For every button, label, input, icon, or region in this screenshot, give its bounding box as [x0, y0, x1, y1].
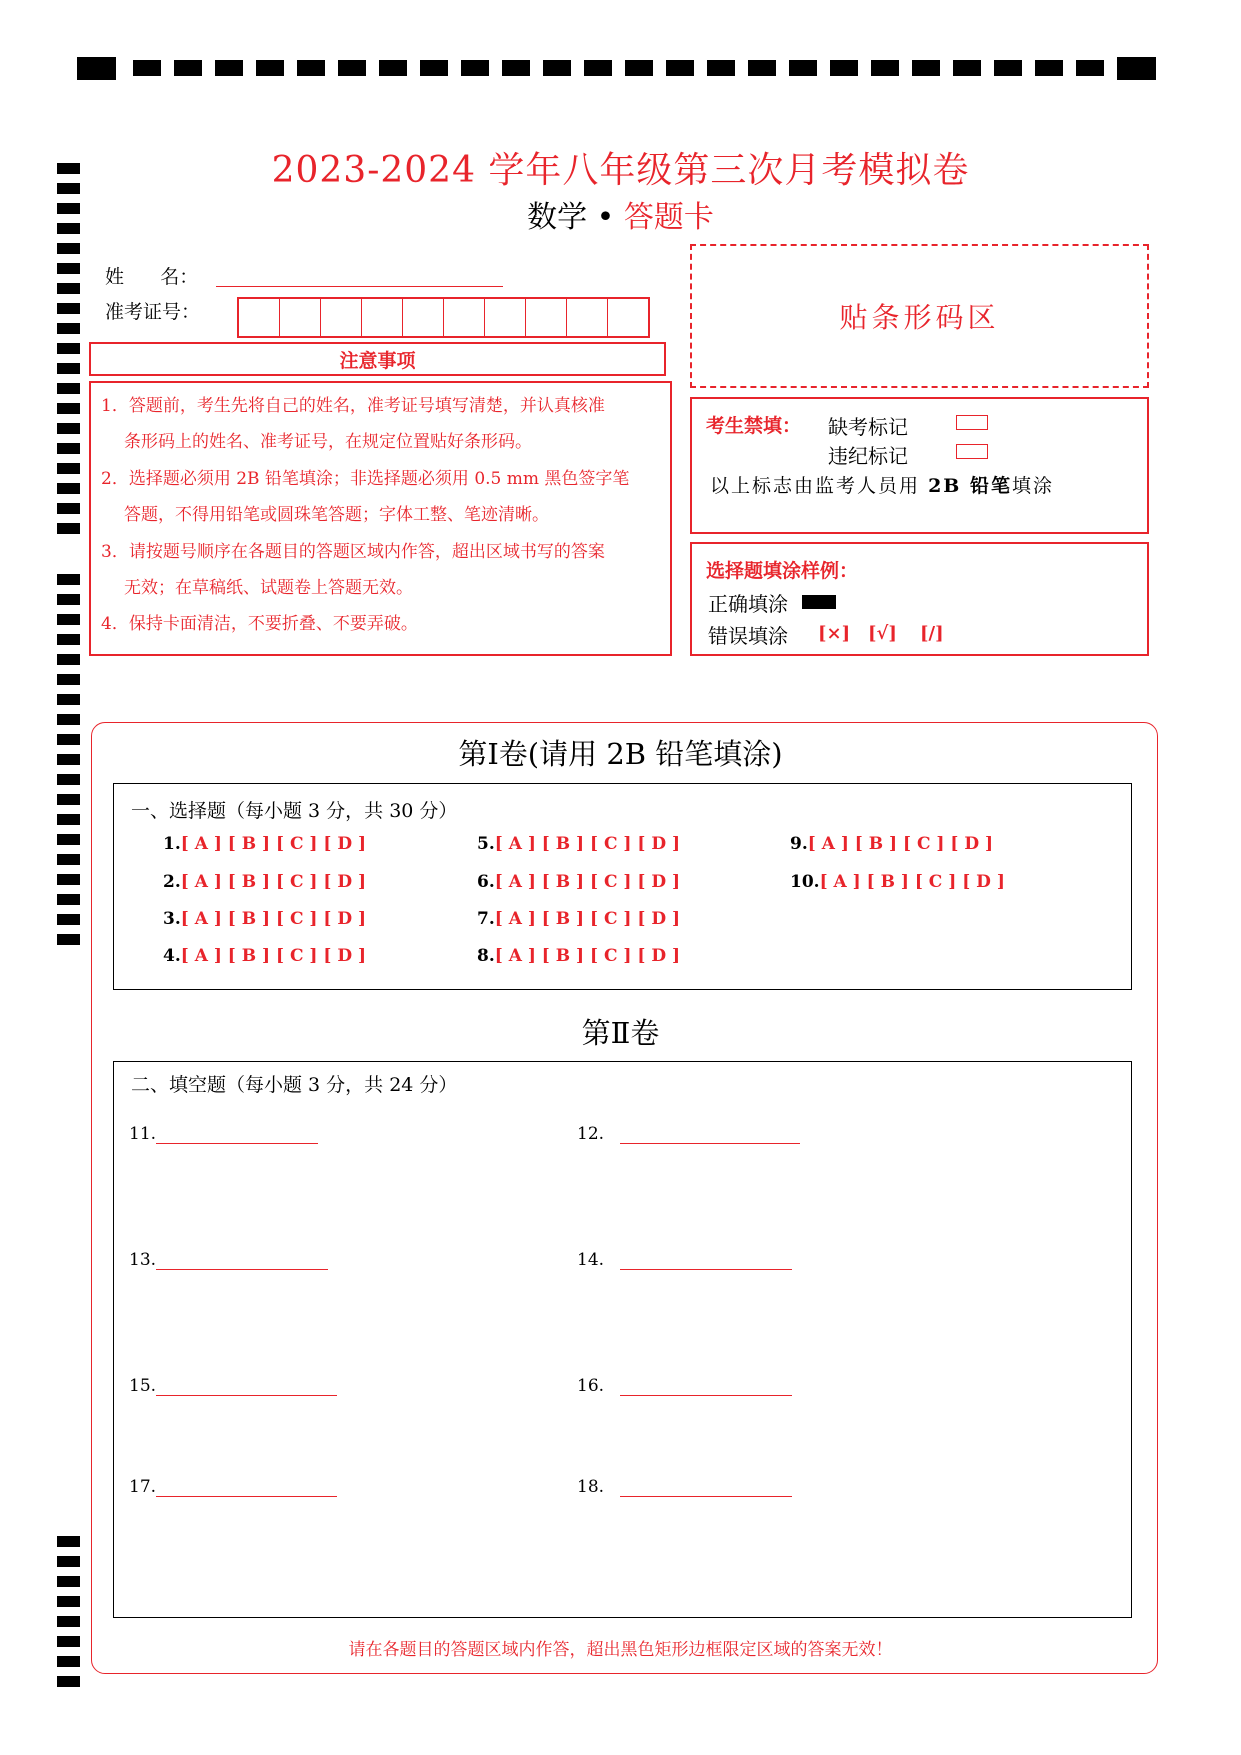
proctor-box — [690, 397, 1149, 534]
options[interactable]: [ A ] [ B ] [ C ] [ D ] — [819, 872, 1005, 892]
timing-mark — [912, 60, 940, 76]
timing-mark — [502, 60, 530, 76]
question-7[interactable]: 7.[ A ] [ B ] [ C ] [ D ] — [477, 909, 681, 929]
timing-mark — [133, 60, 161, 76]
options[interactable]: [ A ] [ B ] [ C ] [ D ] — [180, 909, 367, 929]
blank-13[interactable]: 13. — [129, 1250, 328, 1270]
separator-dot: • — [596, 200, 615, 235]
blank-11[interactable]: 11. — [129, 1124, 318, 1144]
timing-mark — [77, 57, 116, 80]
timing-mark — [57, 894, 80, 905]
id-cell[interactable] — [362, 299, 403, 336]
timing-mark — [461, 60, 489, 76]
question-6[interactable]: 6.[ A ] [ B ] [ C ] [ D ] — [477, 872, 681, 892]
timing-mark — [57, 243, 80, 254]
wrong-mark-check: [√] — [868, 623, 897, 644]
timing-mark — [57, 674, 80, 685]
timing-mark — [57, 794, 80, 805]
timing-mark — [174, 60, 202, 76]
timing-mark — [57, 1536, 80, 1547]
timing-mark — [57, 634, 80, 645]
id-label: 准考证号： — [105, 301, 201, 323]
timing-mark — [57, 263, 80, 274]
timing-mark — [57, 574, 80, 585]
timing-mark — [1076, 60, 1104, 76]
id-cell[interactable] — [608, 299, 648, 336]
notice-box — [89, 381, 672, 656]
timing-mark — [871, 60, 899, 76]
timing-mark — [215, 60, 243, 76]
exam-subtitle — [0, 192, 1241, 236]
timing-mark — [57, 383, 80, 394]
timing-mark — [57, 614, 80, 625]
choice-section-title: 一、选择题（每小题 3 分，共 30 分） — [131, 800, 458, 822]
timing-mark — [57, 1596, 80, 1607]
timing-mark — [57, 343, 80, 354]
options[interactable]: [ A ] [ B ] [ C ] [ D ] — [494, 872, 681, 892]
timing-mark — [789, 60, 817, 76]
notice-line: 答题，不得用铅笔或圆珠笔答题；字体工整、笔迹清晰。 — [124, 505, 549, 525]
timing-mark — [1117, 57, 1156, 80]
timing-mark — [748, 60, 776, 76]
subject-label: 数学 — [527, 200, 588, 235]
id-cell[interactable] — [567, 299, 608, 336]
absent-label: 缺考标记 — [828, 415, 908, 439]
id-cell[interactable] — [444, 299, 485, 336]
timing-mark — [57, 1556, 80, 1567]
notice-line: 4．保持卡面清洁，不要折叠、不要弄破。 — [101, 614, 418, 634]
options[interactable]: [ A ] [ B ] [ C ] [ D ] — [494, 909, 681, 929]
timing-mark — [57, 914, 80, 925]
timing-mark — [57, 654, 80, 665]
wrong-label: 错误填涂 — [708, 624, 788, 648]
wrong-mark-x: [×] — [818, 623, 851, 644]
id-cell[interactable] — [403, 299, 444, 336]
question-8[interactable]: 8.[ A ] [ B ] [ C ] [ D ] — [477, 946, 681, 966]
timing-mark — [57, 854, 80, 865]
timing-mark — [584, 60, 612, 76]
blank-16[interactable]: 16. — [577, 1376, 792, 1396]
choice-section — [113, 783, 1132, 990]
options[interactable]: [ A ] [ B ] [ C ] [ D ] — [494, 946, 681, 966]
timing-mark — [953, 60, 981, 76]
timing-mark — [57, 323, 80, 334]
proctor-note-prefix: 以上标志由监考人员用 — [710, 475, 921, 497]
answer-line[interactable] — [620, 1478, 792, 1497]
correct-label: 正确填涂 — [708, 592, 788, 616]
timing-mark — [707, 60, 735, 76]
timing-mark — [57, 814, 80, 825]
timing-mark — [994, 60, 1022, 76]
sample-box — [690, 542, 1149, 656]
timing-mark — [543, 60, 571, 76]
timing-mark — [1035, 60, 1063, 76]
timing-mark — [57, 834, 80, 845]
notice-heading: 注意事项 — [89, 342, 666, 376]
timing-mark — [338, 60, 366, 76]
id-cell[interactable] — [280, 299, 321, 336]
timing-mark — [57, 483, 80, 494]
answer-line[interactable] — [620, 1377, 792, 1396]
notice-line: 条形码上的姓名、准考证号，在规定位置贴好条形码。 — [124, 432, 532, 452]
fill-section-title: 二、填空题（每小题 3 分，共 24 分） — [131, 1074, 458, 1096]
answer-line[interactable] — [156, 1377, 337, 1396]
timing-mark — [57, 443, 80, 454]
timing-mark — [57, 934, 80, 945]
question-1[interactable]: 1.[ A ] [ B ] [ C ] [ D ] — [163, 834, 367, 854]
timing-mark — [297, 60, 325, 76]
question-10[interactable]: 10.[ A ] [ B ] [ C ] [ D ] — [790, 872, 1005, 892]
notice-line: 1．答题前，考生先将自己的姓名，准考证号填写清楚，并认真核准 — [101, 396, 605, 416]
options[interactable]: [ A ] [ B ] [ C ] [ D ] — [180, 872, 367, 892]
blank-15[interactable]: 15. — [129, 1376, 337, 1396]
question-4[interactable]: 4.[ A ] [ B ] [ C ] [ D ] — [163, 946, 367, 966]
name-label: 姓 名： — [105, 266, 199, 288]
timing-mark — [666, 60, 694, 76]
id-cell[interactable] — [321, 299, 362, 336]
timing-mark — [57, 303, 80, 314]
timing-mark — [57, 463, 80, 474]
timing-mark — [57, 774, 80, 785]
timing-mark — [57, 694, 80, 705]
wrong-mark-slash: [/] — [920, 623, 944, 644]
id-cell[interactable] — [239, 299, 280, 336]
timing-mark — [830, 60, 858, 76]
options[interactable]: [ A ] [ B ] [ C ] [ D ] — [494, 834, 681, 854]
answer-card-label: 答题卡 — [623, 200, 714, 235]
timing-mark — [256, 60, 284, 76]
timing-mark — [625, 60, 653, 76]
timing-mark — [420, 60, 448, 76]
proctor-note-suffix: 填涂 — [1011, 475, 1054, 497]
question-5[interactable]: 5.[ A ] [ B ] [ C ] [ D ] — [477, 834, 681, 854]
violation-label: 违纪标记 — [828, 444, 908, 468]
timing-mark — [57, 503, 80, 514]
timing-mark — [57, 423, 80, 434]
id-cell[interactable] — [526, 299, 567, 336]
question-3[interactable]: 3.[ A ] [ B ] [ C ] [ D ] — [163, 909, 367, 929]
options[interactable]: [ A ] [ B ] [ C ] [ D ] — [807, 834, 994, 854]
notice-line: 2．选择题必须用 2B 铅笔填涂；非选择题必须用 0.5 mm 黑色签字笔 — [101, 469, 630, 489]
timing-mark — [57, 594, 80, 605]
question-2[interactable]: 2.[ A ] [ B ] [ C ] [ D ] — [163, 872, 367, 892]
notice-line: 3．请按题号顺序在各题目的答题区域内作答，超出区域书写的答案 — [101, 542, 605, 562]
part1-title: 第Ⅰ卷(请用 2B 铅笔填涂) — [458, 737, 783, 771]
timing-mark — [57, 1616, 80, 1627]
name-field[interactable] — [216, 286, 503, 287]
answer-line[interactable] — [620, 1251, 792, 1270]
timing-mark — [57, 1676, 80, 1687]
blank-18[interactable]: 18. — [577, 1477, 792, 1497]
exam-title: 2023-2024 学年八年级第三次月考模拟卷 — [271, 150, 970, 191]
correct-fill-sample — [802, 595, 836, 609]
answer-line[interactable] — [156, 1251, 328, 1270]
notice-line: 无效；在草稿纸、试题卷上答题无效。 — [124, 578, 413, 598]
proctor-title: 考生禁填： — [706, 415, 802, 437]
timing-mark — [57, 1576, 80, 1587]
footer-warning: 请在各题目的答题区域内作答，超出黑色矩形边框限定区域的答案无效！ — [348, 1640, 893, 1660]
question-9[interactable]: 9.[ A ] [ B ] [ C ] [ D ] — [790, 834, 994, 854]
timing-mark — [379, 60, 407, 76]
id-cell[interactable] — [485, 299, 526, 336]
blank-14[interactable]: 14. — [577, 1250, 792, 1270]
options[interactable]: [ A ] [ B ] [ C ] [ D ] — [180, 834, 367, 854]
timing-mark — [57, 363, 80, 374]
timing-mark — [57, 714, 80, 725]
part2-title: 第Ⅱ卷 — [581, 1016, 660, 1050]
barcode-area[interactable]: 贴条形码区 — [690, 244, 1149, 388]
timing-mark — [57, 283, 80, 294]
answer-line[interactable] — [156, 1125, 318, 1144]
options[interactable]: [ A ] [ B ] [ C ] [ D ] — [180, 946, 367, 966]
proctor-note — [710, 471, 1054, 498]
blank-12[interactable]: 12. — [577, 1124, 800, 1144]
proctor-note-bold: 2B 铅笔 — [928, 475, 1012, 497]
blank-17[interactable]: 17. — [129, 1477, 337, 1497]
timing-mark — [57, 403, 80, 414]
answer-line[interactable] — [620, 1125, 800, 1144]
fill-section — [113, 1061, 1132, 1618]
timing-mark — [57, 523, 80, 534]
timing-mark — [57, 874, 80, 885]
absent-checkbox[interactable] — [956, 415, 988, 430]
sample-title: 选择题填涂样例： — [706, 560, 859, 582]
violation-checkbox[interactable] — [956, 444, 988, 459]
exam-id-grid[interactable] — [237, 297, 650, 338]
answer-line[interactable] — [156, 1478, 337, 1497]
